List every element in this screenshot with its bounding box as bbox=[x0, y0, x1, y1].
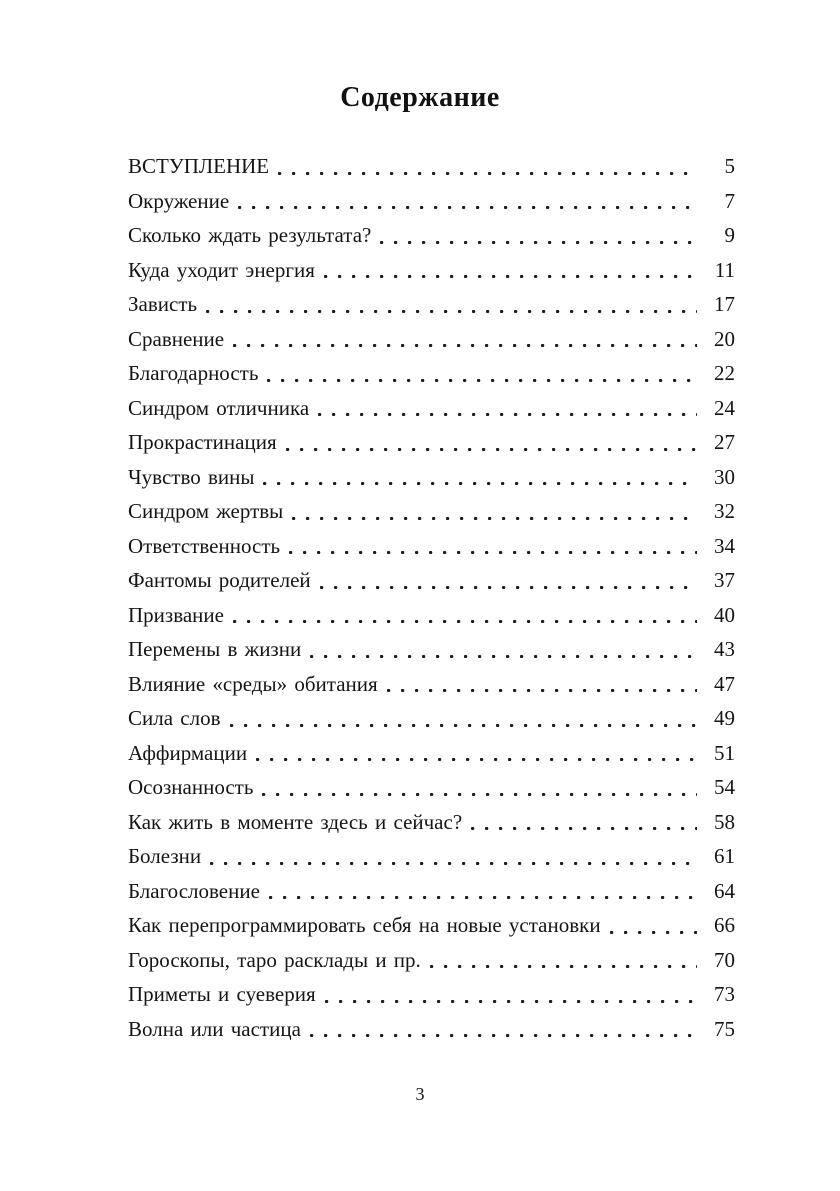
toc-entry bbox=[128, 287, 735, 322]
toc-entry-title: Сила слов bbox=[128, 706, 221, 730]
toc-entry bbox=[128, 391, 735, 426]
toc-dot-leader bbox=[301, 1012, 705, 1047]
toc-entry bbox=[128, 874, 735, 909]
toc-dot-leader bbox=[253, 770, 705, 805]
toc-dot-leader bbox=[301, 632, 705, 667]
toc-entry bbox=[128, 977, 735, 1012]
toc-entry-page-number: 70 bbox=[714, 947, 735, 972]
toc-entry bbox=[128, 253, 735, 288]
toc-dot-leader bbox=[224, 322, 705, 357]
toc-entry bbox=[128, 184, 735, 219]
toc-dot-leader bbox=[280, 529, 705, 564]
toc-entry-title: Как жить в моменте здесь и сейчас? bbox=[128, 809, 463, 834]
toc-dot-leader bbox=[309, 391, 705, 426]
toc-entry bbox=[128, 598, 735, 633]
toc-entry bbox=[128, 701, 735, 736]
toc-dot-leader bbox=[283, 494, 705, 529]
toc-entry bbox=[128, 908, 735, 943]
toc-entry-page-number: 58 bbox=[714, 809, 735, 834]
toc-dot-leader bbox=[229, 184, 705, 219]
toc-entry-page-number: 7 bbox=[724, 188, 735, 213]
toc-entry-page-number: 49 bbox=[714, 706, 735, 730]
toc-entry-title: Синдром отличника bbox=[128, 395, 310, 420]
toc-dot-leader bbox=[601, 908, 705, 943]
toc-dot-leader bbox=[462, 805, 705, 840]
toc-entry-title: Сравнение bbox=[128, 326, 225, 351]
toc-entry-page-number: 20 bbox=[714, 326, 735, 351]
toc-entry bbox=[128, 149, 735, 184]
toc-entry bbox=[128, 632, 735, 667]
toc-entry bbox=[128, 770, 735, 805]
toc-entry-title: Благословение bbox=[128, 878, 260, 903]
toc-dot-leader bbox=[316, 977, 705, 1012]
toc-entry-title: Как перепрограммировать себя на новые установки bbox=[128, 913, 601, 937]
toc-entry-page-number: 61 bbox=[714, 844, 735, 868]
toc-entry bbox=[128, 736, 735, 771]
toc-entry-title: Приметы и суеверия bbox=[128, 982, 316, 1006]
toc-list bbox=[0, 149, 840, 1046]
toc-entry bbox=[128, 494, 735, 529]
toc-dot-leader bbox=[421, 943, 705, 978]
toc-entry-title: Влияние «среды» обитания bbox=[128, 671, 378, 696]
toc-dot-leader bbox=[221, 701, 705, 736]
toc-entry-title: Гороскопы, таро расклады и пр. bbox=[128, 947, 421, 972]
toc-entry-page-number: 64 bbox=[714, 878, 735, 903]
toc-entry-page-number: 30 bbox=[714, 464, 735, 489]
toc-entry-page-number: 75 bbox=[714, 1016, 735, 1041]
toc-entry-page-number: 47 bbox=[714, 671, 735, 696]
toc-entry-title: Благодарность bbox=[128, 361, 259, 385]
toc-entry-title: Аффирмации bbox=[128, 740, 248, 765]
toc-dot-leader bbox=[371, 218, 705, 253]
toc-entry bbox=[128, 218, 735, 253]
toc-entry-page-number: 27 bbox=[714, 430, 735, 454]
toc-entry bbox=[128, 425, 735, 460]
toc-entry-title: Болезни bbox=[128, 844, 202, 868]
toc-entry bbox=[128, 460, 735, 495]
toc-entry-title: Прокрастинация bbox=[128, 430, 277, 454]
toc-entry-title: Синдром жертвы bbox=[128, 499, 284, 523]
toc-dot-leader bbox=[315, 253, 705, 288]
toc-entry-page-number: 5 bbox=[724, 154, 735, 178]
toc-entry bbox=[128, 356, 735, 391]
toc-entry-page-number: 73 bbox=[714, 982, 735, 1006]
toc-entry-title: ВСТУПЛЕНИЕ bbox=[128, 154, 270, 178]
toc-dot-leader bbox=[201, 839, 705, 874]
toc-entry-page-number: 11 bbox=[714, 257, 735, 282]
toc-entry-page-number: 9 bbox=[724, 223, 735, 247]
toc-dot-leader bbox=[254, 460, 705, 495]
toc-entry-title: Чувство вины bbox=[128, 464, 255, 489]
toc-dot-leader bbox=[269, 149, 705, 184]
toc-entry bbox=[128, 943, 735, 978]
toc-entry bbox=[128, 805, 735, 840]
toc-entry bbox=[128, 529, 735, 564]
toc-entry-title: Призвание bbox=[128, 602, 224, 627]
toc-entry-title: Сколько ждать результата? bbox=[128, 223, 372, 247]
toc-entry bbox=[128, 667, 735, 702]
toc-entry bbox=[128, 1012, 735, 1047]
page-title: Содержание bbox=[340, 82, 500, 113]
toc-entry-title: Зависть bbox=[128, 292, 198, 316]
toc-entry-page-number: 66 bbox=[714, 913, 735, 937]
toc-entry-page-number: 40 bbox=[714, 602, 735, 627]
toc-entry-title: Ответственность bbox=[128, 533, 281, 558]
toc-entry-page-number: 24 bbox=[714, 395, 735, 420]
toc-entry-page-number: 43 bbox=[714, 637, 735, 661]
toc-dot-leader bbox=[260, 874, 705, 909]
toc-entry-title: Перемены в жизни bbox=[128, 637, 302, 661]
toc-dot-leader bbox=[247, 736, 705, 771]
toc-entry-page-number: 54 bbox=[714, 775, 735, 799]
toc-dot-leader bbox=[378, 667, 705, 702]
toc-entry-title: Осознанность bbox=[128, 775, 254, 799]
toc-entry bbox=[128, 322, 735, 357]
toc-entry-page-number: 17 bbox=[714, 292, 735, 316]
toc-entry bbox=[128, 839, 735, 874]
toc-dot-leader bbox=[311, 563, 705, 598]
toc-entry-page-number: 32 bbox=[714, 499, 735, 523]
toc-dot-leader bbox=[224, 598, 705, 633]
toc-dot-leader bbox=[197, 287, 705, 322]
toc-entry bbox=[128, 563, 735, 598]
toc-entry-title: Куда уходит энергия bbox=[128, 257, 315, 282]
toc-entry-title: Волна или частица bbox=[128, 1016, 301, 1041]
footer-page-number: 3 bbox=[415, 1084, 425, 1104]
toc-dot-leader bbox=[258, 356, 705, 391]
toc-entry-page-number: 37 bbox=[714, 568, 735, 592]
toc-entry-page-number: 51 bbox=[714, 740, 735, 765]
toc-entry-page-number: 22 bbox=[714, 361, 735, 385]
toc-dot-leader bbox=[277, 425, 705, 460]
toc-entry-title: Фантомы родителей bbox=[128, 568, 311, 592]
toc-entry-page-number: 34 bbox=[714, 533, 735, 558]
toc-entry-title: Окружение bbox=[128, 188, 230, 213]
